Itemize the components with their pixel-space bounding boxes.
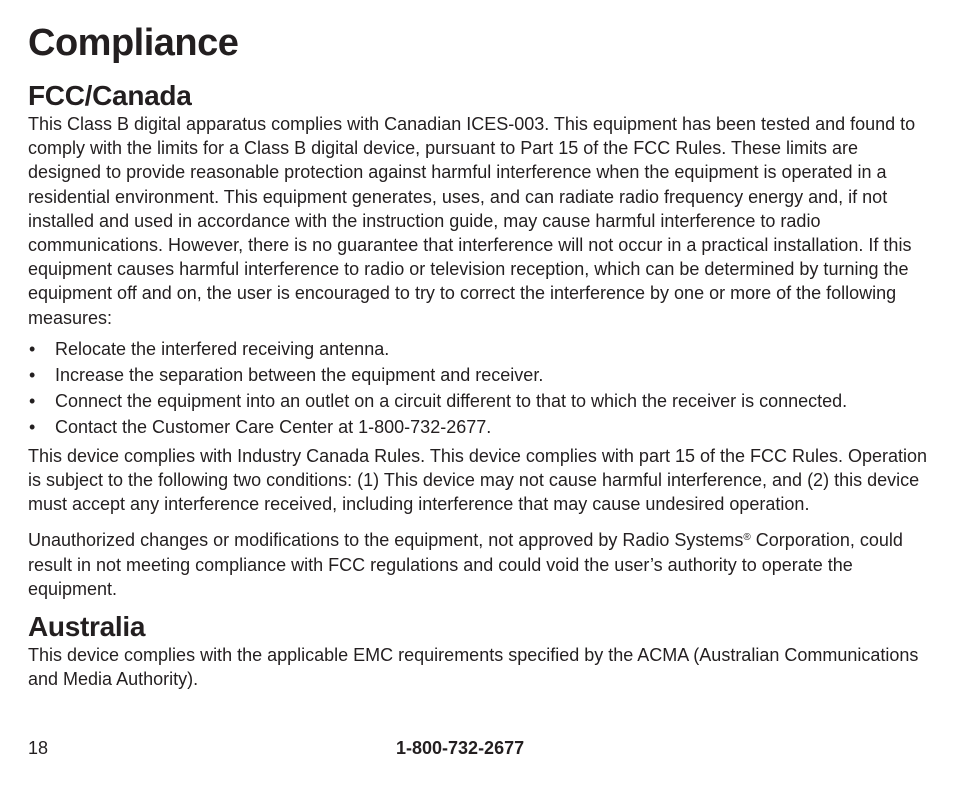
page-number: 18 — [28, 738, 49, 758]
bullet-icon: • — [29, 416, 36, 437]
list-item — [28, 336, 932, 362]
footer-phone-number: 1-800-732-2677 — [396, 738, 525, 758]
measures-list — [28, 336, 932, 440]
fcc-conditions-paragraph: This device complies with Industry Canada Rules. This device complies with part 15 of the FCC Rules. Operation is subject to the following two conditions: (1) This device may not cause harmful interference, and (2) this device must accept any interference received, including interference that may cause undesired operation. — [28, 445, 928, 515]
australia-paragraph: This device complies with the applicable EMC requirements specified by the ACMA (Australian Communications and Media Authority). — [28, 645, 919, 690]
australia-heading: Australia — [28, 611, 146, 643]
measure-text: Increase the separation between the equipment and receiver. — [55, 364, 544, 385]
list-item — [28, 388, 932, 414]
bullet-icon: • — [29, 390, 36, 411]
bullet-icon: • — [29, 364, 36, 385]
fcc-canada-heading: FCC/Canada — [28, 80, 192, 111]
registered-mark: ® — [743, 532, 751, 544]
page-title: Compliance — [28, 22, 239, 64]
fcc-intro-paragraph: This Class B digital apparatus complies with Canadian ICES-003. This equipment has been tested and found to comply with the limits for a Class B digital device, pursuant to Part 15 of the FCC Rules. These limits are designed to provide reasonable protection against harmful interference when the equipment is operated in a residential environment. This equipment generates, uses, and can radiate radio frequency energy and, if not installed and used in accordance with the instruction guide, may cause harmful interference to radio communications. However, there is no guarantee that interference will not occur in a practical installation. If this equipment causes harmful interference to radio or television reception, which can be determined by turning the equipment off and on, the user is encouraged to try to correct the interference by one or more of the following measures: — [28, 114, 916, 328]
measure-text: Contact the Customer Care Center at 1-800-732-2677. — [55, 416, 492, 437]
unauthorized-changes-paragraph — [28, 528, 932, 601]
bullet-icon: • — [29, 338, 36, 359]
measure-text: Connect the equipment into an outlet on a circuit different to that to which the receiver is connected. — [55, 390, 848, 411]
list-item — [28, 362, 932, 388]
unauthorized-text-start: Unauthorized changes or modifications to the equipment, not approved by Radio Systems — [28, 530, 744, 551]
document-page — [28, 20, 932, 691]
measure-text: Relocate the interfered receiving antenna. — [55, 338, 390, 359]
unauthorized-text-end: Corporation, could result in not meeting compliance with FCC regulations and could void the user’s authority to operate the equipment. — [28, 530, 903, 599]
list-item — [28, 414, 932, 440]
